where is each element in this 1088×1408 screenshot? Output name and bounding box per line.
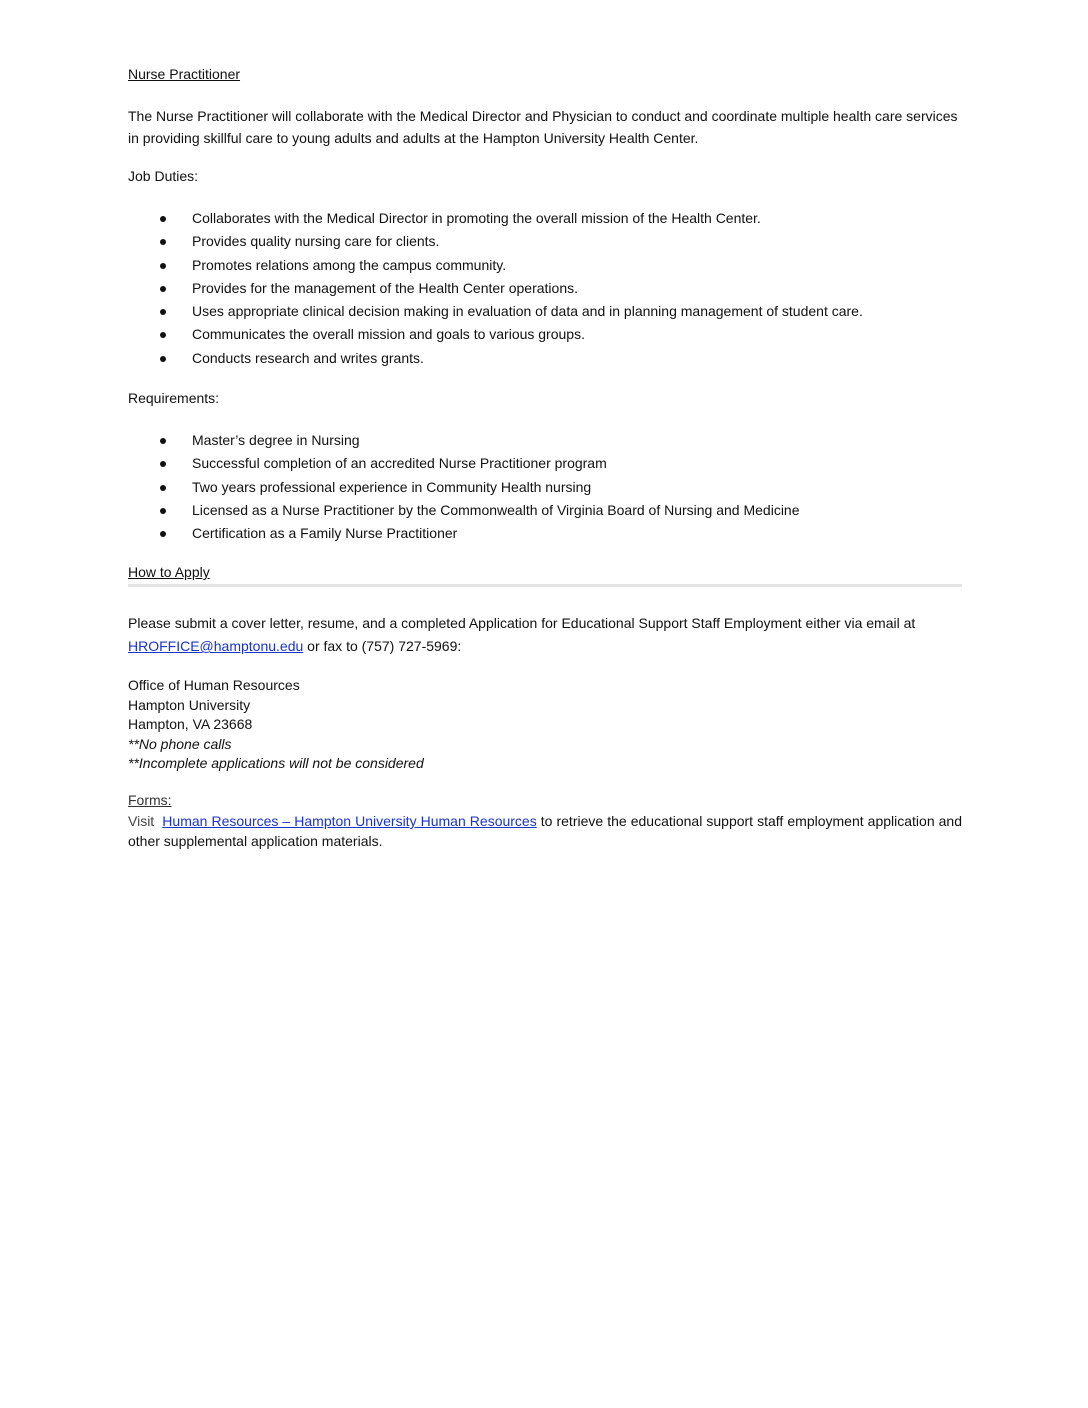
forms-text-after: to retrieve the educational support staff employment application and other supplemental application materials. [128, 813, 963, 849]
mailing-address [128, 676, 424, 774]
job-duties-label: Job Duties: [128, 168, 199, 184]
list-item: Provides for the management of the Health Center operations. [128, 277, 962, 300]
list-item: Communicates the overall mission and goals to various groups. [128, 323, 962, 346]
note-no-phone: **No phone calls [128, 735, 232, 752]
list-item: Collaborates with the Medical Director in promoting the overall mission of the Health Center. [128, 207, 962, 230]
forms-paragraph [128, 811, 962, 851]
intro-paragraph: The Nurse Practitioner will collaborate with the Medical Director and Physician to conduct and coordinate multiple health care services in providing skillful care to young adults and adults at the Hampton University Health Center. [128, 108, 958, 146]
visit-text: Visit [128, 813, 155, 829]
hr-website-link[interactable]: Human Resources – Hampton University Human Resources [162, 813, 537, 829]
page-title: Nurse Practitioner [128, 66, 241, 82]
note-incomplete: **Incomplete applications will not be considered [128, 755, 424, 771]
forms-heading: Forms: [128, 792, 172, 808]
list-item: Conducts research and writes grants. [128, 347, 962, 370]
job-duties-list [128, 207, 962, 370]
list-item: Uses appropriate clinical decision making in evaluation of data and in planning management of student care. [128, 300, 962, 323]
list-item: Master’s degree in Nursing [128, 429, 962, 452]
apply-instructions [128, 612, 962, 658]
list-item: Promotes relations among the campus community. [128, 254, 962, 277]
how-to-apply-heading: How to Apply [128, 564, 210, 580]
address-line-city: Hampton, VA 23668 [128, 716, 253, 732]
hr-email-link[interactable]: HROFFICE@hamptonu.edu [128, 638, 304, 654]
list-item: Provides quality nursing care for clients. [128, 230, 962, 253]
address-line-university: Hampton University [128, 696, 251, 713]
apply-text-after: or fax to (757) 727-5969: [303, 638, 462, 654]
section-divider [128, 584, 962, 587]
apply-text-before: Please submit a cover letter, resume, and a completed Application for Educational Support Staff Employment either via email at [128, 615, 916, 631]
requirements-list [128, 429, 962, 545]
address-line-office: Office of Human Resources [128, 677, 300, 693]
list-item: Certification as a Family Nurse Practitioner [128, 522, 962, 545]
list-item: Successful completion of an accredited Nurse Practitioner program [128, 452, 962, 475]
list-item: Licensed as a Nurse Practitioner by the Commonwealth of Virginia Board of Nursing and Medicine [128, 499, 962, 522]
requirements-label: Requirements: [128, 390, 220, 406]
list-item: Two years professional experience in Community Health nursing [128, 476, 962, 499]
